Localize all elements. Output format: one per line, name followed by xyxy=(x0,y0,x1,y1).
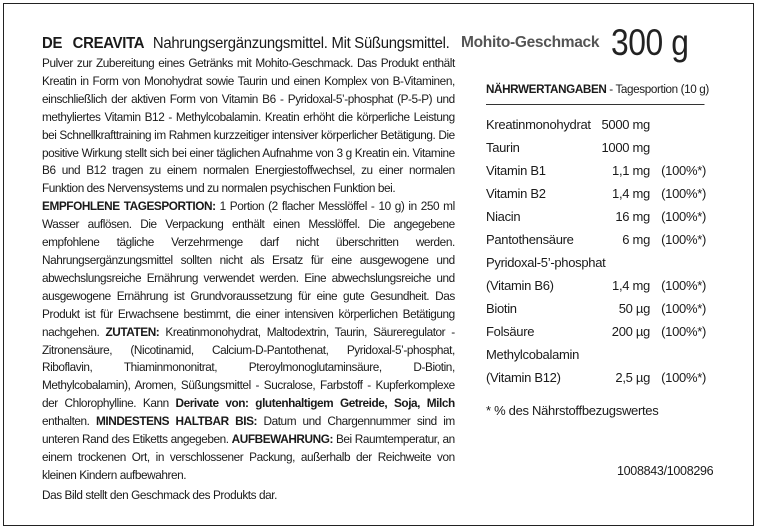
storage-text: Bei Raumtemperatur, an einem trockenen Ort, in verschlossener Packung, außerhalb der Reichweite von kleinen Kindern aufbewahren. xyxy=(42,432,455,482)
usage-paragraph xyxy=(42,198,455,485)
nutrient-amount: 5000 mg xyxy=(601,117,650,132)
nutrition-row xyxy=(486,366,706,389)
batch-code: 1008843/1008296 xyxy=(617,464,714,478)
nutrition-column xyxy=(461,22,709,418)
product-label xyxy=(3,3,754,526)
label-header xyxy=(42,34,455,54)
nutrition-row xyxy=(486,251,706,274)
brand-name: CREAVITA xyxy=(72,35,145,52)
flavor-name: Mohito-Geschmack xyxy=(461,34,600,51)
nutrient-name: (Vitamin B12) xyxy=(486,370,561,385)
nutrient-amount: 1,4 mg xyxy=(612,278,650,293)
nutrient-name: Vitamin B2 xyxy=(486,186,546,201)
nutrient-rda xyxy=(656,113,706,136)
best-before-label: MINDESTENS HALTBAR BIS: xyxy=(96,414,258,429)
description-column xyxy=(42,34,455,505)
nutrient-rda: (100%*) xyxy=(661,301,706,316)
ingredients-text: Kreatinmonohydrat, Maltodextrin, Taurin, Säureregulator - Zitronensäure, (Nicotinamid, Calcium-D-Pantothenat, Pyridoxal-5’-phosphat, Riboflavin, Thiaminmononitrat, Pteroylmonoglutaminsäure, D-Biotin, Methylcobalamin), Aromen, Süßungsmittel - Sucralose, Farbstoff - Kupferkomplexe der Chlorophylline. Kann xyxy=(42,324,455,411)
best-before-text: Datum und Chargennummer sind im unteren Rand des Etiketts angegeben. xyxy=(42,414,455,447)
nutrient-name: Pantothensäure xyxy=(486,232,574,247)
nutrition-row xyxy=(486,320,706,343)
nutrient-name: Kreatinmonohydrat xyxy=(486,117,591,132)
nutrient-amount: 1,4 mg xyxy=(612,186,650,201)
nutrient-rda: (100%*) xyxy=(661,232,706,247)
nutrient-rda: (100%*) xyxy=(661,278,706,293)
nutrition-title: NÄHRWERTANGABEN xyxy=(486,82,607,96)
nutrition-row xyxy=(486,136,706,159)
nutrition-row xyxy=(486,113,706,136)
flavor-weight-row xyxy=(461,22,706,70)
nutrient-name: Biotin xyxy=(486,301,517,316)
nutrition-row xyxy=(486,159,706,182)
nutrition-heading xyxy=(486,82,709,105)
nutrition-row xyxy=(486,343,706,366)
nutrient-name: Taurin xyxy=(486,140,520,155)
nutrient-rda: (100%*) xyxy=(661,370,706,385)
nutrition-row xyxy=(486,297,706,320)
nutrient-name: Niacin xyxy=(486,209,521,224)
nutrition-row xyxy=(486,274,706,297)
nutrition-row xyxy=(486,182,706,205)
nutrient-amount: 16 mg xyxy=(615,209,650,224)
allergen-after: enthalten. xyxy=(42,414,96,429)
nutrient-rda: (100%*) xyxy=(661,324,706,339)
nutrition-subtitle: - Tagesportion (10 g) xyxy=(606,82,709,96)
ingredients-label: ZUTATEN: xyxy=(105,324,160,339)
nutrient-rda: (100%*) xyxy=(661,163,706,178)
storage-label: AUFBEWAHRUNG: xyxy=(231,432,333,447)
nutrient-name: Vitamin B1 xyxy=(486,163,546,178)
nutrient-name: Pyridoxal-5’-phosphat xyxy=(486,255,606,270)
language-code: DE xyxy=(42,35,63,52)
nutrition-footnote: * % des Nährstoffbezugswertes xyxy=(486,403,659,418)
net-weight: 300 g xyxy=(611,22,689,63)
nutrient-amount: 2,5 µg xyxy=(615,370,650,385)
nutrient-rda: (100%*) xyxy=(661,186,706,201)
nutrient-name: (Vitamin B6) xyxy=(486,278,554,293)
nutrient-rda xyxy=(656,136,706,159)
intro-text: Pulver zur Zubereitung eines Getränks mit Mohito-Geschmack. Das Produkt enthält Kreatin in Form von Monohydrat sowie Taurin und einen Komplex von B-Vitaminen, einschließlich der aktiven Form von Vitamin B6 - Pyridoxal-5’-phosphat (P-5-P) und methyliertes Vitamin B12 - Methylcobalamin. Kreatin erhöht die körperliche Leistung bei Schnellkrafttraining im Rahmen kurzzeitiger intensiver körperlicher Betätigung. Die positive Wirkung stellt sich bei einer täglichen Aufnahme von 3 g Kreatin ein. Vitamine B6 und B12 tragen zu einem normalen Energiestoffwechsel, zu einer normalen Funktion des Nervensystems und zu normalen psychischen Funktion bei. xyxy=(42,56,455,196)
nutrient-amount: 6 mg xyxy=(622,232,650,247)
dosage-text: 1 Portion (2 flacher Messlöffel - 10 g) in 250 ml Wasser auflösen. Die Verpackung enthält einen Messlöffel. Die angegebene empfohlene tägliche Verzehrmenge darf nicht überschritten werden. Nahrungsergänzungsmittel sollten nicht als Ersatz für eine ausgewogene und abwechslungsreiche Ernährung verwendet werden. Eine abwechslungsreiche und ausgewogene Ernährung ist Grundvoraussetzung für eine gute Gesundheit. Das Produkt ist für Erwachsene bestimmt, die einer intensiven körperlichen Betätigung nachgehen. xyxy=(42,199,455,339)
nutrient-rda: (100%*) xyxy=(661,209,706,224)
dosage-label: EMPFOHLENE TAGESPORTION: xyxy=(42,199,216,214)
nutrient-amount: 1,1 mg xyxy=(612,163,650,178)
nutrient-amount: 200 µg xyxy=(611,324,650,339)
image-note: Das Bild stellt den Geschmack des Produkts dar. xyxy=(42,487,277,502)
nutrition-row xyxy=(486,205,706,228)
nutrient-name: Folsäure xyxy=(486,324,535,339)
nutrient-amount: 1000 mg xyxy=(601,140,650,155)
nutrition-row xyxy=(486,228,706,251)
nutrient-name: Methylcobalamin xyxy=(486,347,580,362)
allergen-text: Derivate von: glutenhaltigem Getreide, Soja, Milch xyxy=(175,396,455,411)
product-type: Nahrungsergänzungsmittel. Mit Süßungsmittel. xyxy=(152,35,450,52)
nutrition-table xyxy=(486,113,706,389)
nutrient-amount: 50 µg xyxy=(618,301,650,316)
